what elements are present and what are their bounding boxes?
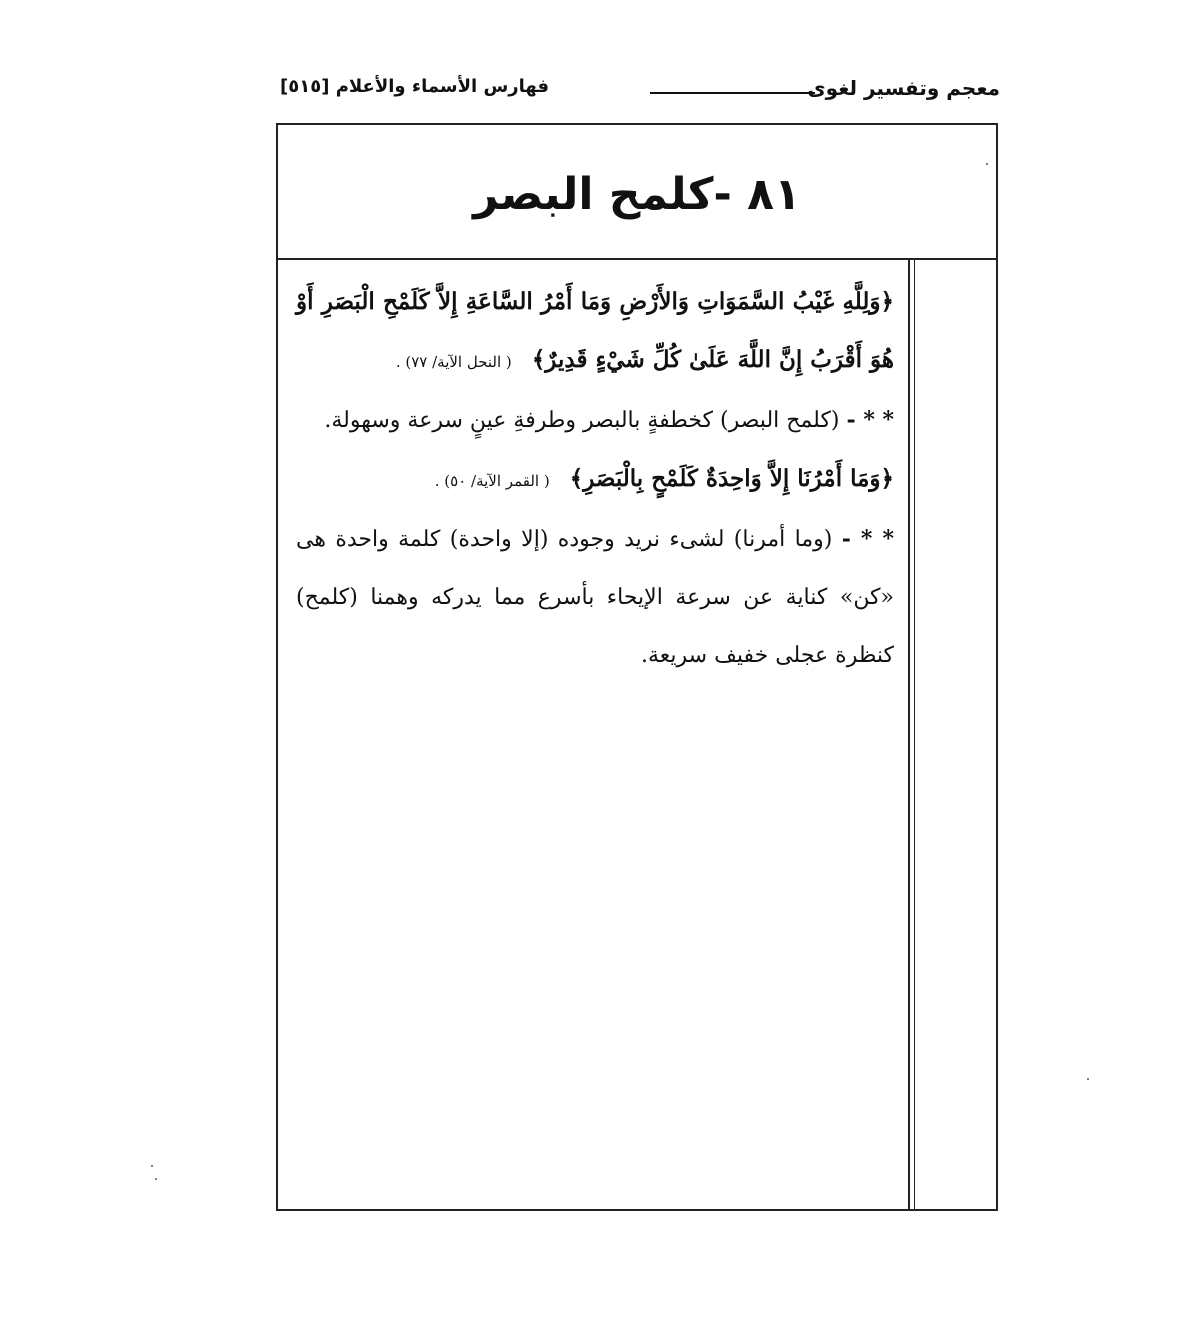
quran-verse: [296, 450, 894, 510]
scan-speck: [1087, 1078, 1089, 1080]
scan-speck: [155, 1178, 157, 1180]
title-box: [278, 125, 996, 260]
verse-text: ﴿وَلِلَّهِ غَيْبُ السَّمَوَاتِ وَالأَرْضِ وَمَا أَمْرُ السَّاعَةِ إِلاَّ كَلَمْحِ الْبَصَرِ أَوْ هُوَ أَقْرَبُ إِنَّ اللَّهَ عَلَىٰ كُلِّ شَيْءٍ قَدِيرٌ﴾: [296, 288, 894, 373]
commentary-paragraph: [296, 510, 894, 685]
margin-column: [908, 260, 996, 1211]
header-rule: [650, 92, 815, 94]
scan-speck: [986, 163, 988, 165]
book-title: معجم وتفسير لغوى: [807, 76, 1000, 100]
section-reference: فهارس الأسماء والأعلام [٥١٥]: [280, 76, 550, 97]
running-header: [280, 68, 1000, 108]
scan-speck: [151, 1165, 153, 1167]
commentary-text: (كلمح البصر) كخطفةٍ بالبصر وطرفةِ عينٍ سرعة وسهولة.: [324, 408, 840, 433]
asterisk-marker: * * -: [841, 526, 894, 552]
entry-title: ٨١ -كلمح البصر: [473, 169, 801, 220]
entry-frame: [276, 123, 998, 1211]
quran-verse: [296, 273, 894, 391]
asterisk-marker: * * -: [846, 407, 894, 433]
verse-text: ﴿وَمَا أَمْرُنَا إِلاَّ وَاحِدَةٌ كَلَمْحٍ بِالْبَصَرِ﴾: [569, 465, 894, 492]
verse-reference: ( القمر الآية/ ٥٠) .: [434, 472, 550, 490]
verse-reference: ( النحل الآية/ ٧٧) .: [395, 353, 512, 371]
commentary-paragraph: [296, 391, 894, 450]
entry-body: [296, 273, 894, 685]
commentary-text: (وما أمرنا) لشىء نريد وجوده (إلا واحدة) كلمة واحدة هى «كن» كناية عن سرعة الإيحاء بأسرع مما يدركه وهمنا (كلمح) كنظرة عجلى خفيف سريعة.: [296, 527, 894, 668]
